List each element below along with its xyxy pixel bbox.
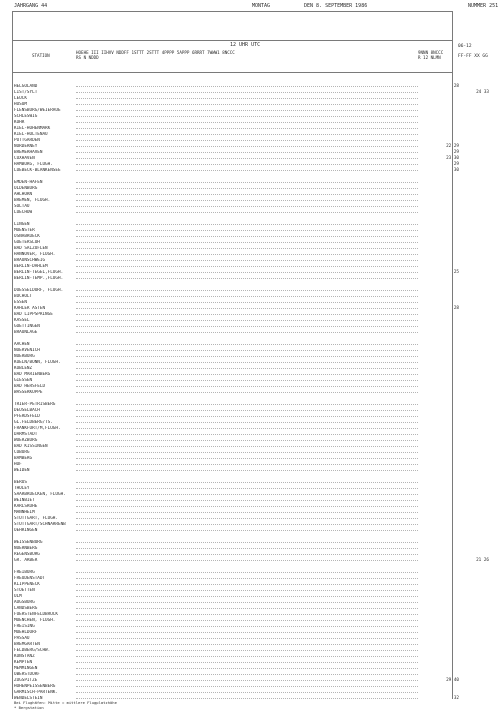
report-code-groups [76, 146, 418, 149]
report-code-groups [76, 170, 418, 173]
station-name: WEIDEN [14, 468, 30, 473]
station-name: BRAUNSCHWEIG [14, 258, 46, 263]
station-name: MEMMINGEN [14, 666, 38, 671]
station-group [14, 570, 494, 702]
report-code-groups [76, 632, 418, 635]
station-name: EMDEN-HAFEN [14, 180, 43, 185]
table-row [14, 528, 494, 534]
report-code-groups [76, 458, 418, 461]
report-code-groups [76, 314, 418, 317]
station-name: BREMGARTEN [14, 642, 40, 647]
report-code-groups [76, 86, 418, 89]
station-name: LEUCK [14, 96, 27, 101]
station-name: FLENSBURG/WEIERAUE [14, 108, 61, 113]
station-name: BERLIN-DAHLEM [14, 264, 48, 269]
footnote-airports: Bei Flughäfen: Mitte = mittlere Flugplatzhöhe [14, 700, 117, 705]
report-code-groups [76, 464, 418, 467]
report-code-groups [76, 110, 418, 113]
report-code-groups [76, 434, 418, 437]
report-code-groups [76, 188, 418, 191]
report-code-groups [76, 260, 418, 263]
station-name: KASSEL [14, 318, 30, 323]
station-name: FREISING [14, 624, 35, 629]
report-code-groups [76, 308, 418, 311]
report-code-groups [76, 512, 418, 515]
report-code-groups [76, 440, 418, 443]
station-name: CUXHAVEN [14, 156, 35, 161]
report-code-groups [76, 428, 418, 431]
report-code-groups [76, 554, 418, 557]
station-name: BAD MARIENBERG [14, 372, 51, 377]
report-code-groups [76, 500, 418, 503]
report-code-groups [76, 194, 418, 197]
report-code-groups [76, 266, 418, 269]
station-name: HUSUM [14, 102, 27, 107]
station-name: GUETERSLOH [14, 240, 40, 245]
table-row [14, 210, 494, 216]
station-name: BOCHOLT [14, 294, 33, 299]
station-name: OSNABRUECK [14, 234, 40, 239]
report-code-groups [76, 320, 418, 323]
station-name: COBURG [14, 450, 30, 455]
report-code-groups [76, 644, 418, 647]
code-header-line-2: RS N NDDD [76, 55, 99, 60]
station-name: BREMERHAVEN [14, 150, 43, 155]
report-code-groups [76, 614, 418, 617]
report-code-groups [76, 380, 418, 383]
report-code-groups [76, 374, 418, 377]
station-name: BERLIN-TEGEL,FLUGH. [14, 270, 64, 275]
station-name: ULM [14, 594, 22, 599]
observation-time: 12 UHR UTC [230, 42, 261, 48]
report-code-groups [76, 422, 418, 425]
station-name: NUERBURG [14, 354, 35, 359]
precip-value: 29 [453, 162, 459, 167]
report-code-groups [76, 278, 418, 281]
station-name: PUTTGARDEN [14, 138, 40, 143]
station-name: LINGEN [14, 222, 30, 227]
report-code-groups [76, 560, 418, 563]
report-code-groups [76, 98, 418, 101]
station-name: SAARBRUECKEN, FLUGH. [14, 492, 66, 497]
precip-value: 29 40 [446, 678, 459, 683]
station-name: KARLSRUHE [14, 504, 38, 509]
station-name: BAD KISSINGEN [14, 444, 48, 449]
station-name: FREIBURG [14, 570, 35, 575]
report-code-groups [76, 650, 418, 653]
station-name: KONSTANZ [14, 654, 35, 659]
date-label: DEN 8. SEPTEMBER 1986 [304, 3, 368, 9]
report-code-groups [76, 584, 418, 587]
report-code-groups [76, 182, 418, 185]
precip-value: 30 [453, 168, 459, 173]
report-code-groups [76, 116, 418, 119]
station-name: STOETTEN [14, 588, 35, 593]
station-name: KOHR [14, 120, 25, 125]
report-code-groups [76, 164, 418, 167]
station-group [14, 180, 494, 216]
station-name: BAD HERSFELD [14, 384, 46, 389]
station-name: STUTTGART, FLUGH. [14, 516, 58, 521]
station-name: PASSAU [14, 636, 30, 641]
station-name: MANNHEIM [14, 510, 35, 515]
report-code-groups [76, 302, 418, 305]
report-code-groups [76, 296, 418, 299]
report-code-groups [76, 680, 418, 683]
station-name: NUERNBERG [14, 546, 38, 551]
report-code-groups [76, 248, 418, 251]
footnote [14, 700, 117, 710]
report-code-groups [76, 662, 418, 665]
precip-value: 28 [453, 306, 459, 311]
station-table [14, 84, 494, 708]
station-name: BRAUNLAGE [14, 330, 38, 335]
station-name: KEMPTEN [14, 660, 33, 665]
table-row [14, 390, 494, 396]
report-code-groups [76, 224, 418, 227]
station-name: LIST/SYLT [14, 90, 38, 95]
report-code-groups [76, 488, 418, 491]
right-header-line-1: 9NNN 8NCCC [418, 50, 444, 55]
report-code-groups [76, 344, 418, 347]
station-name: GL.FELDBERG/TS. [14, 420, 53, 425]
station-name: LUECHOW [14, 210, 33, 215]
station-name: BERUS [14, 480, 27, 485]
station-name: KIEL-HOHENMARK [14, 126, 51, 131]
station-name: AACHEN [14, 342, 30, 347]
station-name: MUEHLDORF [14, 630, 38, 635]
report-code-groups [76, 692, 418, 695]
station-name: BERLIN-TEMP.,FLUGH. [14, 276, 64, 281]
station-group [14, 402, 494, 474]
station-name: HANNOVER, FLUGH. [14, 252, 56, 257]
station-group [14, 342, 494, 396]
station-name: GARMISCH-PARTENK. [14, 690, 58, 695]
report-code-groups [76, 608, 418, 611]
station-name: KOBLENZ [14, 366, 33, 371]
station-name: BAD SALZUFLEN [14, 246, 48, 251]
precip-value: 22 29 [446, 144, 459, 149]
precip-value: 28 [453, 84, 459, 89]
station-name: OBERSTDORF [14, 672, 40, 677]
station-name: WUERZBURG [14, 438, 38, 443]
report-code-groups [76, 206, 418, 209]
station-name: KIEL-HOLTENAU [14, 132, 48, 137]
period-label: 06-12 [458, 44, 472, 49]
column-rule [12, 72, 452, 73]
station-name: FELDBERG/SCHW. [14, 648, 51, 653]
report-code-groups [76, 158, 418, 161]
report-code-groups [76, 578, 418, 581]
station-name: HOHENPEISSENBERG [14, 684, 56, 689]
station-name: PFERDSFELD [14, 414, 40, 419]
station-name: DARMSTADT [14, 432, 38, 437]
station-name: DUESSELDORF, FLUGH. [14, 288, 64, 293]
report-code-groups [76, 446, 418, 449]
report-code-groups [76, 638, 418, 641]
code-header-line-1: HOEHE III IIHVV NDDFF 1STTT 2STTT 4PPPP 5APPP 6RRRT 7WWW1 8NCCC [76, 50, 235, 55]
report-code-groups [76, 542, 418, 545]
report-code-groups [76, 410, 418, 413]
report-code-groups [76, 626, 418, 629]
report-code-groups [76, 674, 418, 677]
volume-label: JAHRGANG 44 [14, 3, 48, 9]
station-name: BAD LIPPSPRINGE [14, 312, 53, 317]
station-name: STUTTGART/SCHNARRENB [14, 522, 66, 527]
report-code-groups [76, 482, 418, 485]
station-name: GOETTINGEN [14, 324, 40, 329]
station-name: KOELN/BONN, FLUGH. [14, 360, 61, 365]
footnote-mountain: * Bergstation [14, 705, 44, 710]
report-code-groups [76, 524, 418, 527]
precip-value: 32 [453, 696, 459, 701]
report-code-groups [76, 122, 418, 125]
report-code-groups [76, 272, 418, 275]
station-name: WENDELSTEIN [14, 696, 43, 701]
station-name: AUGSBURG [14, 600, 35, 605]
table-row [14, 168, 494, 174]
station-column-title: STATION [32, 53, 50, 58]
station-name: WASSERKUPPE [14, 390, 43, 395]
station-name: FUERSTENFELDBRUCK [14, 612, 58, 617]
station-name: BREMEN, FLUGH. [14, 198, 51, 203]
report-code-groups [76, 200, 418, 203]
report-code-groups [76, 242, 418, 245]
report-code-groups [76, 254, 418, 257]
report-code-groups [76, 572, 418, 575]
station-name: ZUGSPITZE [14, 678, 38, 683]
table-row [14, 558, 494, 564]
table-row [14, 276, 494, 282]
station-name: BAMBERG [14, 456, 33, 461]
station-name: DEUSELBACH [14, 408, 40, 413]
weekday-label: MONTAG [252, 3, 271, 9]
station-group [14, 84, 494, 174]
precip-value: 25 [453, 270, 459, 275]
report-code-groups [76, 530, 418, 533]
report-code-groups [76, 230, 418, 233]
report-code-groups [76, 620, 418, 623]
report-code-groups [76, 596, 418, 599]
station-name: SOLTAU [14, 204, 30, 209]
report-code-groups [76, 392, 418, 395]
station-group [14, 480, 494, 534]
report-code-groups [76, 470, 418, 473]
station-name: OLDENBURG [14, 186, 38, 191]
report-code-groups [76, 92, 418, 95]
station-group [14, 222, 494, 282]
report-code-groups [76, 332, 418, 335]
extra-value: 24 33 [476, 90, 489, 95]
station-name: OEHRINGEN [14, 528, 38, 533]
report-code-groups [76, 602, 418, 605]
report-code-groups [76, 452, 418, 455]
station-name: ESSEN [14, 300, 27, 305]
station-group [14, 288, 494, 336]
extra-value: 21 26 [476, 558, 489, 563]
header-rule [12, 40, 452, 41]
table-row [14, 468, 494, 474]
report-code-groups [76, 686, 418, 689]
report-code-groups [76, 356, 418, 359]
table-row [14, 330, 494, 336]
report-code-groups [76, 134, 418, 137]
report-code-groups [76, 518, 418, 521]
report-code-groups [76, 386, 418, 389]
station-name: NORDERNEY [14, 144, 38, 149]
wind-label: FF-FF XX GG [458, 54, 488, 59]
station-name: MUENCHEN, FLUGH. [14, 618, 56, 623]
report-code-groups [76, 548, 418, 551]
report-code-groups [76, 140, 418, 143]
report-code-groups [76, 326, 418, 329]
station-name: SCHLESWIG [14, 114, 38, 119]
station-name: HAMBURG, FLUGH. [14, 162, 53, 167]
report-code-groups [76, 494, 418, 497]
station-name: LUEBECK-BLANKENSEE [14, 168, 61, 173]
precip-value: 23 30 [446, 156, 459, 161]
station-name: KLIPPENECK [14, 582, 40, 587]
precip-value: 29 [453, 150, 459, 155]
report-code-groups [76, 590, 418, 593]
station-name: REGENSBURG [14, 552, 40, 557]
report-code-groups [76, 128, 418, 131]
right-header-line-2: R 12 NLMN [418, 55, 441, 60]
report-code-groups [76, 152, 418, 155]
report-code-groups [76, 362, 418, 365]
report-code-groups [76, 668, 418, 671]
report-code-groups [76, 290, 418, 293]
report-code-groups [76, 506, 418, 509]
station-group [14, 540, 494, 564]
station-name: HELGOLAND [14, 84, 38, 89]
report-code-groups [76, 104, 418, 107]
station-name: TRIER-PETRISBERG [14, 402, 56, 407]
station-name: GIESSEN [14, 378, 33, 383]
issue-number: NUMMER 251 [468, 3, 499, 9]
station-name: THOLEY [14, 486, 30, 491]
report-code-groups [76, 212, 418, 215]
report-code-groups [76, 236, 418, 239]
station-name: GR. ARBER [14, 558, 38, 563]
station-name: FRANKFURT/M,FLUGH. [14, 426, 61, 431]
report-code-groups [76, 416, 418, 419]
left-rule [12, 11, 13, 699]
station-name: MUENSTER [14, 228, 35, 233]
report-code-groups [76, 656, 418, 659]
station-name: FREUDENSTADT [14, 576, 46, 581]
report-code-groups [76, 698, 418, 701]
station-name: AHLHORN [14, 192, 33, 197]
station-name: NOERVENICH [14, 348, 40, 353]
station-name: KAHLER ASTEN [14, 306, 46, 311]
report-code-groups [76, 404, 418, 407]
station-name: LANDSBERG [14, 606, 38, 611]
station-name: HOF [14, 462, 22, 467]
station-name: WEISSENBURG [14, 540, 43, 545]
report-code-groups [76, 368, 418, 371]
station-name: WEINBIET [14, 498, 35, 503]
top-rule [12, 11, 452, 12]
report-code-groups [76, 350, 418, 353]
